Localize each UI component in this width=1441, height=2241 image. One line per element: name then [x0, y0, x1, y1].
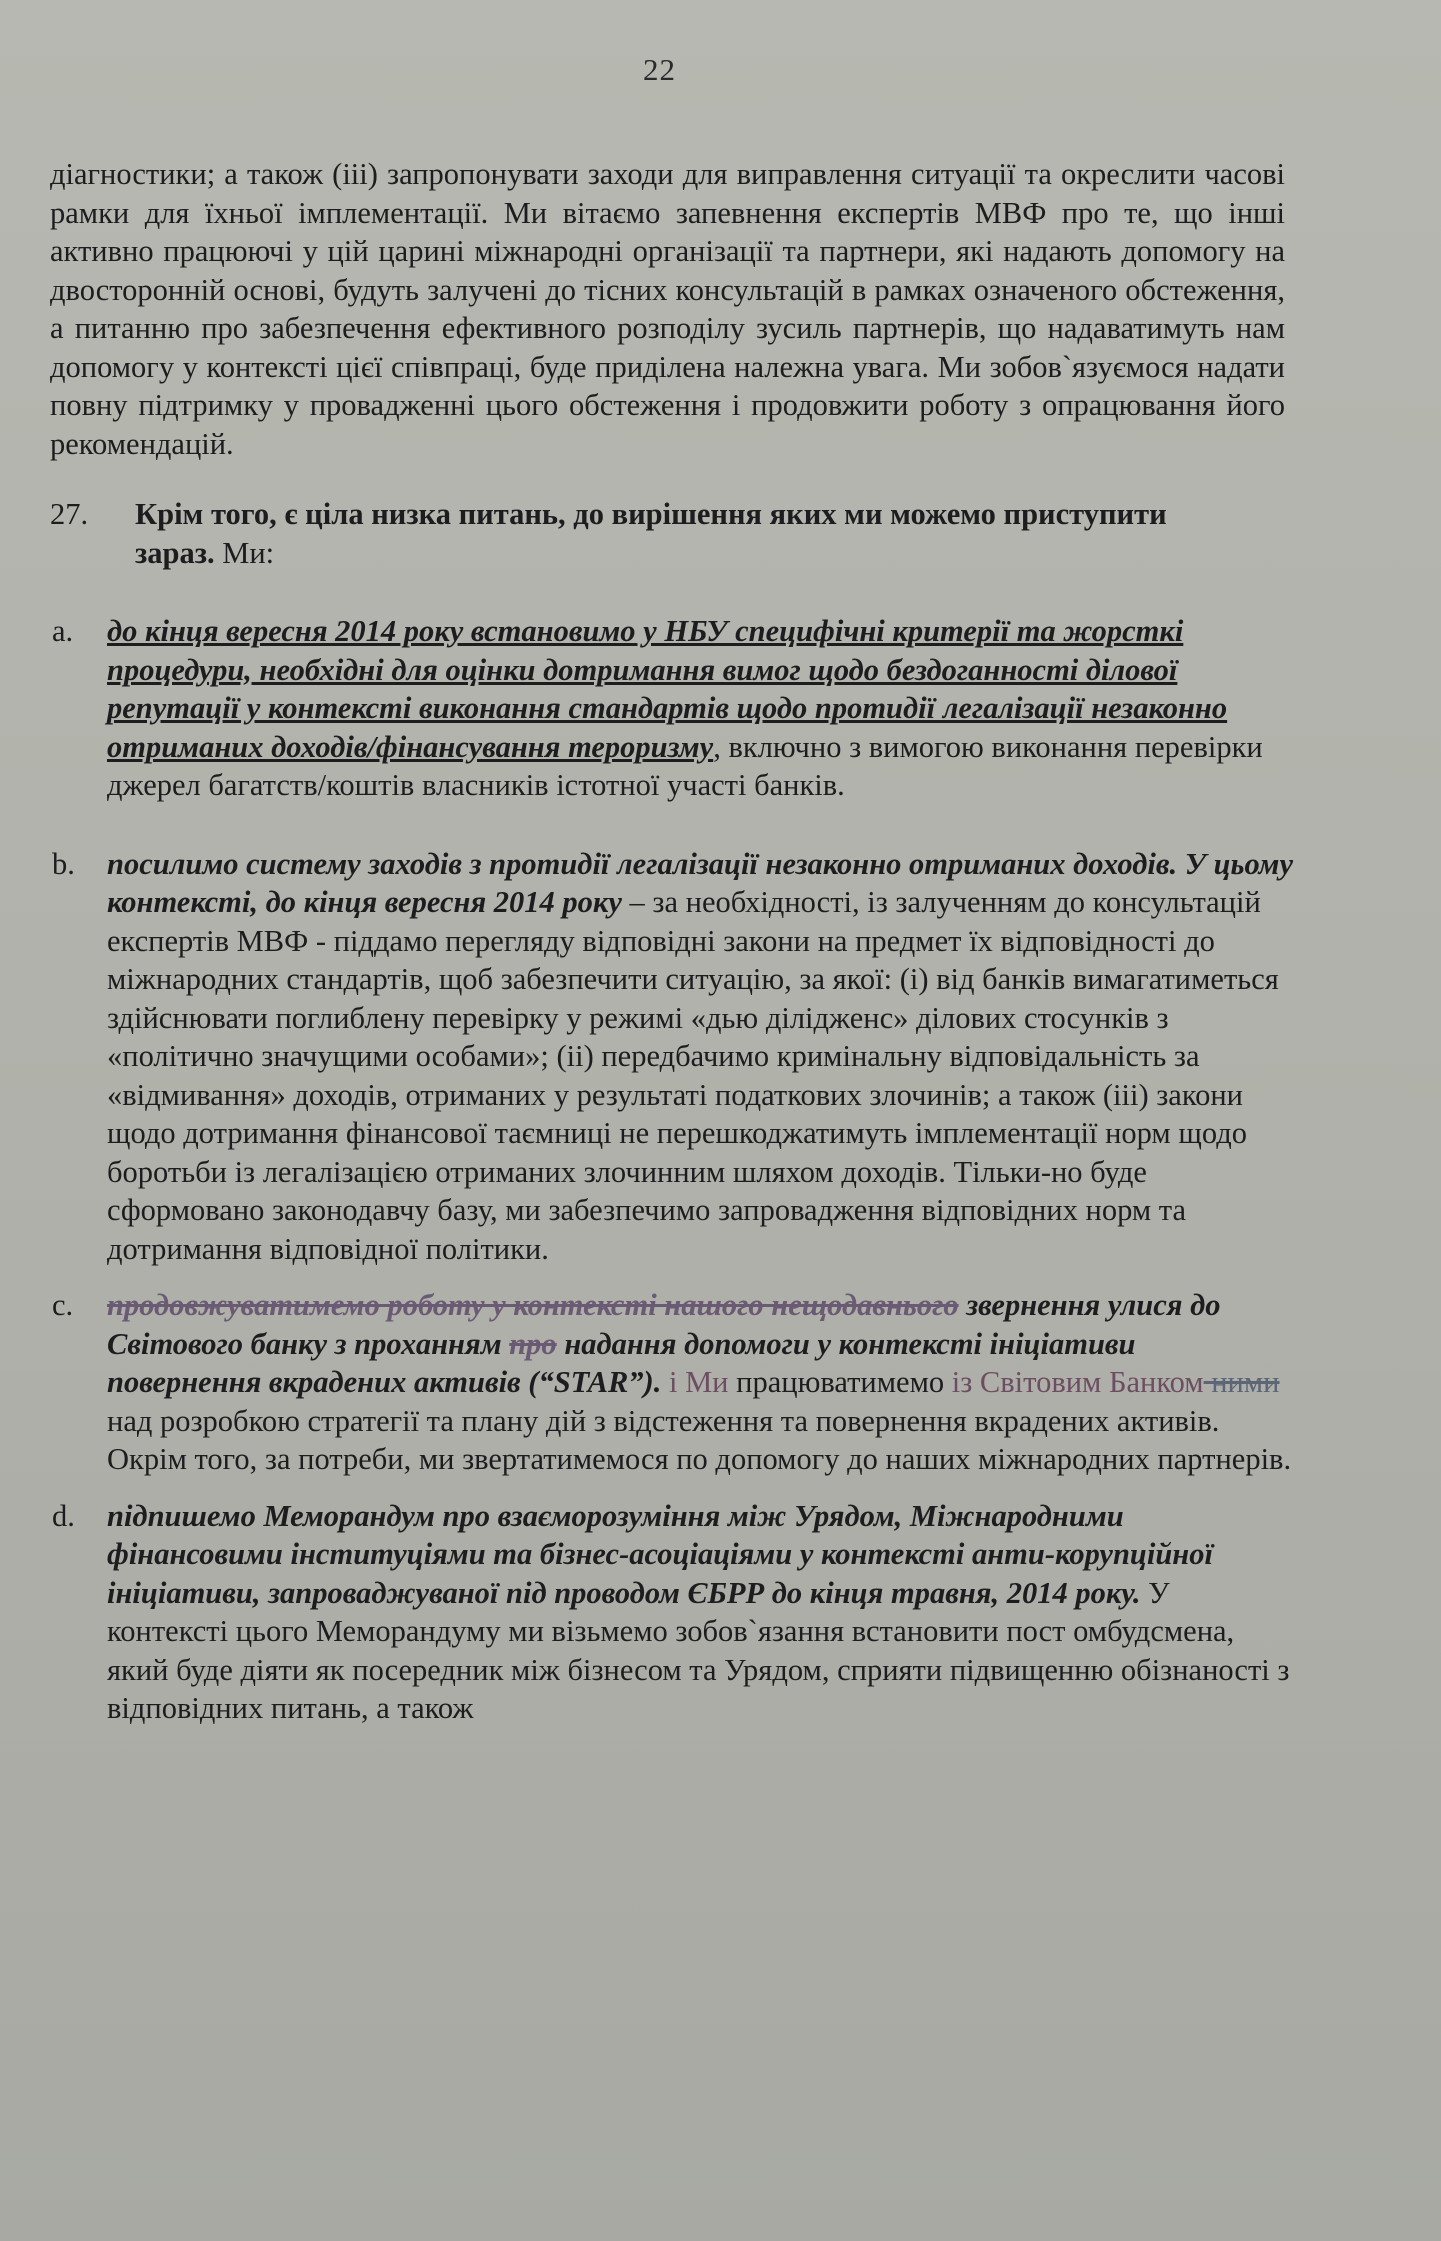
item-c-rest-2: над розробкою стратегії та плану дій з відстеження та повернення вкрадених активів. Окрім того, за потреби, ми звертатимемося по допомогу до наших міжнародних партнерів.	[107, 1403, 1292, 1476]
paragraph-27-bold: Крім того, є ціла низка питань, до вирішення яких ми можемо приступити зараз.	[135, 497, 1167, 570]
list-item-content	[107, 1497, 1295, 1728]
item-c-bold-italic-2: улися до Світового банку з проханням	[107, 1288, 1221, 1361]
item-c-struck-text: продовжуватимемо роботу у контексті нашого нещодавнього	[107, 1288, 959, 1322]
list-item-content	[107, 1286, 1295, 1479]
item-c-bold-italic-1: звернення	[958, 1288, 1101, 1322]
measures-list	[50, 612, 1330, 1728]
list-item-letter: c.	[52, 1288, 74, 1322]
item-a-bold-italic: до кінця вересня 2014 року встановимо у НБУ специфічні критерії та жорсткі процедури, необхідні для оцінки дотримання вимог щодо бездоганності ділової репутації у контексті виконання стандартів щодо протидії легалізації незаконно отриманих доходів/фінансування тероризму	[107, 614, 1228, 764]
list-item-letter: b.	[52, 846, 75, 881]
item-c-struck-text-2: про	[509, 1326, 557, 1361]
item-b-bold-italic: посилимо систему заходів з протидії легалізації незаконно отриманих доходів. У цьому контексті, до кінця вересня 2014 року	[107, 846, 1293, 919]
intro-paragraph	[50, 155, 1285, 463]
page-number: 22	[643, 52, 676, 87]
list-item-letter: d.	[52, 1498, 75, 1533]
list-item-content	[107, 612, 1295, 805]
paragraph-27-text	[135, 495, 1220, 572]
item-c-rest-1: працюватимемо	[728, 1365, 952, 1399]
item-a-rest: , включно з вимогою виконання перевірки джерел багатств/коштів власників істотної участі банків.	[107, 729, 1263, 802]
intro-text: діагностики; а також (iii) запропонувати заходи для виправлення ситуації та окреслити часові рамки для їхньої імплементації. Ми вітаємо запевнення експертів МВФ про те, що інші активно працюючі у цій царині міжнародні організації та партнери, які надають допомогу на двосторонній основі, будуть залучені до тісних консультацій в рамках означеного обстеження, а питанню про забезпечення ефективного розподілу зусиль партнерів, що надаватимуть нам допомогу у контексті цієї співпраці, буде приділена належна увага. Ми зобов`язуємося надати повну підтримку у провадженні цього обстеження і продовжити роботу з опрацювання його рекомендацій.	[50, 157, 1285, 461]
paragraph-27-rest: Ми:	[214, 535, 275, 570]
list-item-c	[50, 1286, 1330, 1479]
item-c-struck-text-3: ними	[1203, 1365, 1280, 1399]
paragraph-27	[50, 495, 1330, 572]
list-item-letter: a.	[52, 614, 74, 648]
item-c-tracked-insert-1: і Ми	[661, 1365, 729, 1399]
list-item-content	[107, 845, 1295, 1269]
list-item-d	[50, 1497, 1330, 1728]
paragraph-number: 27.	[50, 497, 89, 531]
item-c-tracked-insert-2: із Світовим Банком	[951, 1365, 1204, 1399]
document-body	[50, 155, 1330, 1768]
list-item-a	[50, 612, 1330, 805]
item-b-rest: – за необхідності, із залученням до консультацій експертів МВФ - піддамо перегляду відповідні закони на предмет їх відповідності до міжнародних стандартів, щоб забезпечити ситуацію, за якої: (i) від банків вимагатиметься здійснювати поглиблену перевірку у режимі «дью ділідженс» ділових стосунків з «політично значущими особами»; (ii) передбачимо кримінальну відповідальність за «відмивання» доходів, отриманих у результаті податкових злочинів; а також (iii) закони щодо дотримання фінансової таємниці не перешкоджатимуть імплементації норм щодо боротьби із легалізацією отриманих злочинним шляхом доходів. Тільки-но буде сформовано законодавчу базу, ми забезпечимо запровадження відповідних норм та дотримання відповідної політики.	[107, 885, 1279, 1266]
list-item-b	[50, 845, 1330, 1269]
item-d-rest: У контексті цього Меморандуму ми візьмемо зобов`язання встановити пост омбудсмена, який буде діяти як посередник між бізнесом та Урядом, сприяти підвищенню обізнаності з відповідних питань, а також	[107, 1575, 1290, 1725]
item-d-bold-italic: підпишемо Меморандум про взаєморозуміння між Урядом, Міжнародними фінансовими інституціями та бізнес-асоціаціями у контексті анти-корупційної ініціативи, запроваджуваної під проводом ЄБРР до кінця травня, 2014 року.	[107, 1498, 1213, 1610]
item-c-bold-italic-3: надання допомоги у контексті ініціативи повернення вкрадених активів (“STAR”).	[107, 1326, 1136, 1399]
